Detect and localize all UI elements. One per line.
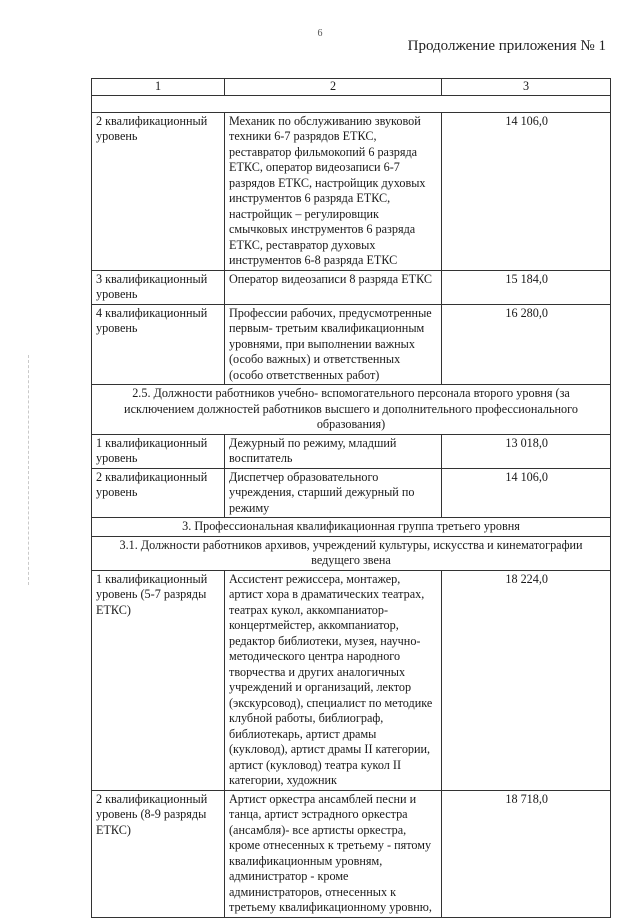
salary-cell: 14 106,0 xyxy=(442,468,611,518)
section-row xyxy=(92,385,611,435)
qualification-level-cell: 4 квалификационный уровень xyxy=(92,304,225,385)
positions-cell: Механик по обслуживанию звуковой техники 6-7 разрядов ЕТКС, реставратор фильмокопий 6 разряда ЕТКС, оператор видеозаписи 6-7 разрядов ЕТКС, настройщик духовых инструментов 6 разряда ЕТКС, настройщик – регулировщик смычковых инструментов 6 разряда ЕТКС, реставратор духовых инструментов 6-8 разряда ЕТКС xyxy=(225,112,442,270)
positions-cell: Профессии рабочих, предусмотренные первым- третьим квалификационным уровнями, при выполнении важных (особо важных) и ответственных (особо ответственных работ) xyxy=(225,304,442,385)
qualification-level-cell: 2 квалификационный уровень xyxy=(92,468,225,518)
qualification-level-cell: 2 квалификационный уровень xyxy=(92,112,225,270)
table-row xyxy=(92,468,611,518)
header-cell-3: 3 xyxy=(442,79,611,96)
qualification-level-cell: 3 квалификационный уровень xyxy=(92,270,225,304)
page-number: 6 xyxy=(317,28,323,39)
salary-cell: 18 224,0 xyxy=(442,570,611,790)
section-row xyxy=(92,536,611,570)
salary-cell: 14 106,0 xyxy=(442,112,611,270)
table-row xyxy=(92,434,611,468)
salary-cell: 13 018,0 xyxy=(442,434,611,468)
positions-cell: Диспетчер образовательного учреждения, старший дежурный по режиму xyxy=(225,468,442,518)
table-body xyxy=(92,79,611,918)
table-row xyxy=(92,304,611,385)
spacer-row xyxy=(92,95,611,112)
qualification-level-cell: 1 квалификационный уровень (5-7 разряды ЕТКС) xyxy=(92,570,225,790)
section-heading: 3.1. Должности работников архивов, учреждений культуры, искусства и кинематографии ведущего звена xyxy=(92,536,611,570)
section-heading: 2.5. Должности работников учебно- вспомогательного персонала второго уровня (за исключением должностей работников высшего и дополнительного профессионального образования) xyxy=(92,385,611,435)
qualification-level-cell: 1 квалификационный уровень xyxy=(92,434,225,468)
section-row xyxy=(92,518,611,537)
qualification-level-cell: 2 квалификационный уровень (8-9 разряды ЕТКС) xyxy=(92,790,225,917)
appendix-title: Продолжение приложения № 1 xyxy=(407,38,606,54)
table-row xyxy=(92,790,611,917)
positions-cell: Дежурный по режиму, младший воспитатель xyxy=(225,434,442,468)
table-row xyxy=(92,112,611,270)
salary-table xyxy=(91,78,611,918)
margin-fold-line xyxy=(28,355,30,585)
header-cell-2: 2 xyxy=(225,79,442,96)
positions-cell: Артист оркестра ансамблей песни и танца, артист эстрадного оркестра (ансамбля)- все артисты оркестра, кроме отнесенных к третьему - пятому квалификационным уровням, администратор - кроме администраторов, отнесенных к третьему квалификационному уровню, xyxy=(225,790,442,917)
table-row xyxy=(92,270,611,304)
salary-cell: 15 184,0 xyxy=(442,270,611,304)
table-row xyxy=(92,570,611,790)
header-row xyxy=(92,79,611,96)
section-heading: 3. Профессиональная квалификационная группа третьего уровня xyxy=(92,518,611,537)
salary-cell: 16 280,0 xyxy=(442,304,611,385)
header-cell-1: 1 xyxy=(92,79,225,96)
positions-cell: Ассистент режиссера, монтажер, артист хора в драматических театрах, театрах кукол, аккомпаниатор-концертмейстер, аккомпаниатор, редактор библиотеки, музея, научно- методического центра народного творчества и других аналогичных учреждений и организаций, лектор (экскурсовод), специалист по методике клубной работы, библиограф, библиотекарь, артист драмы (кукловод), артист драмы II категории, артист (кукловод) театра кукол II категории, художник xyxy=(225,570,442,790)
salary-cell: 18 718,0 xyxy=(442,790,611,917)
positions-cell: Оператор видеозаписи 8 разряда ЕТКС xyxy=(225,270,442,304)
